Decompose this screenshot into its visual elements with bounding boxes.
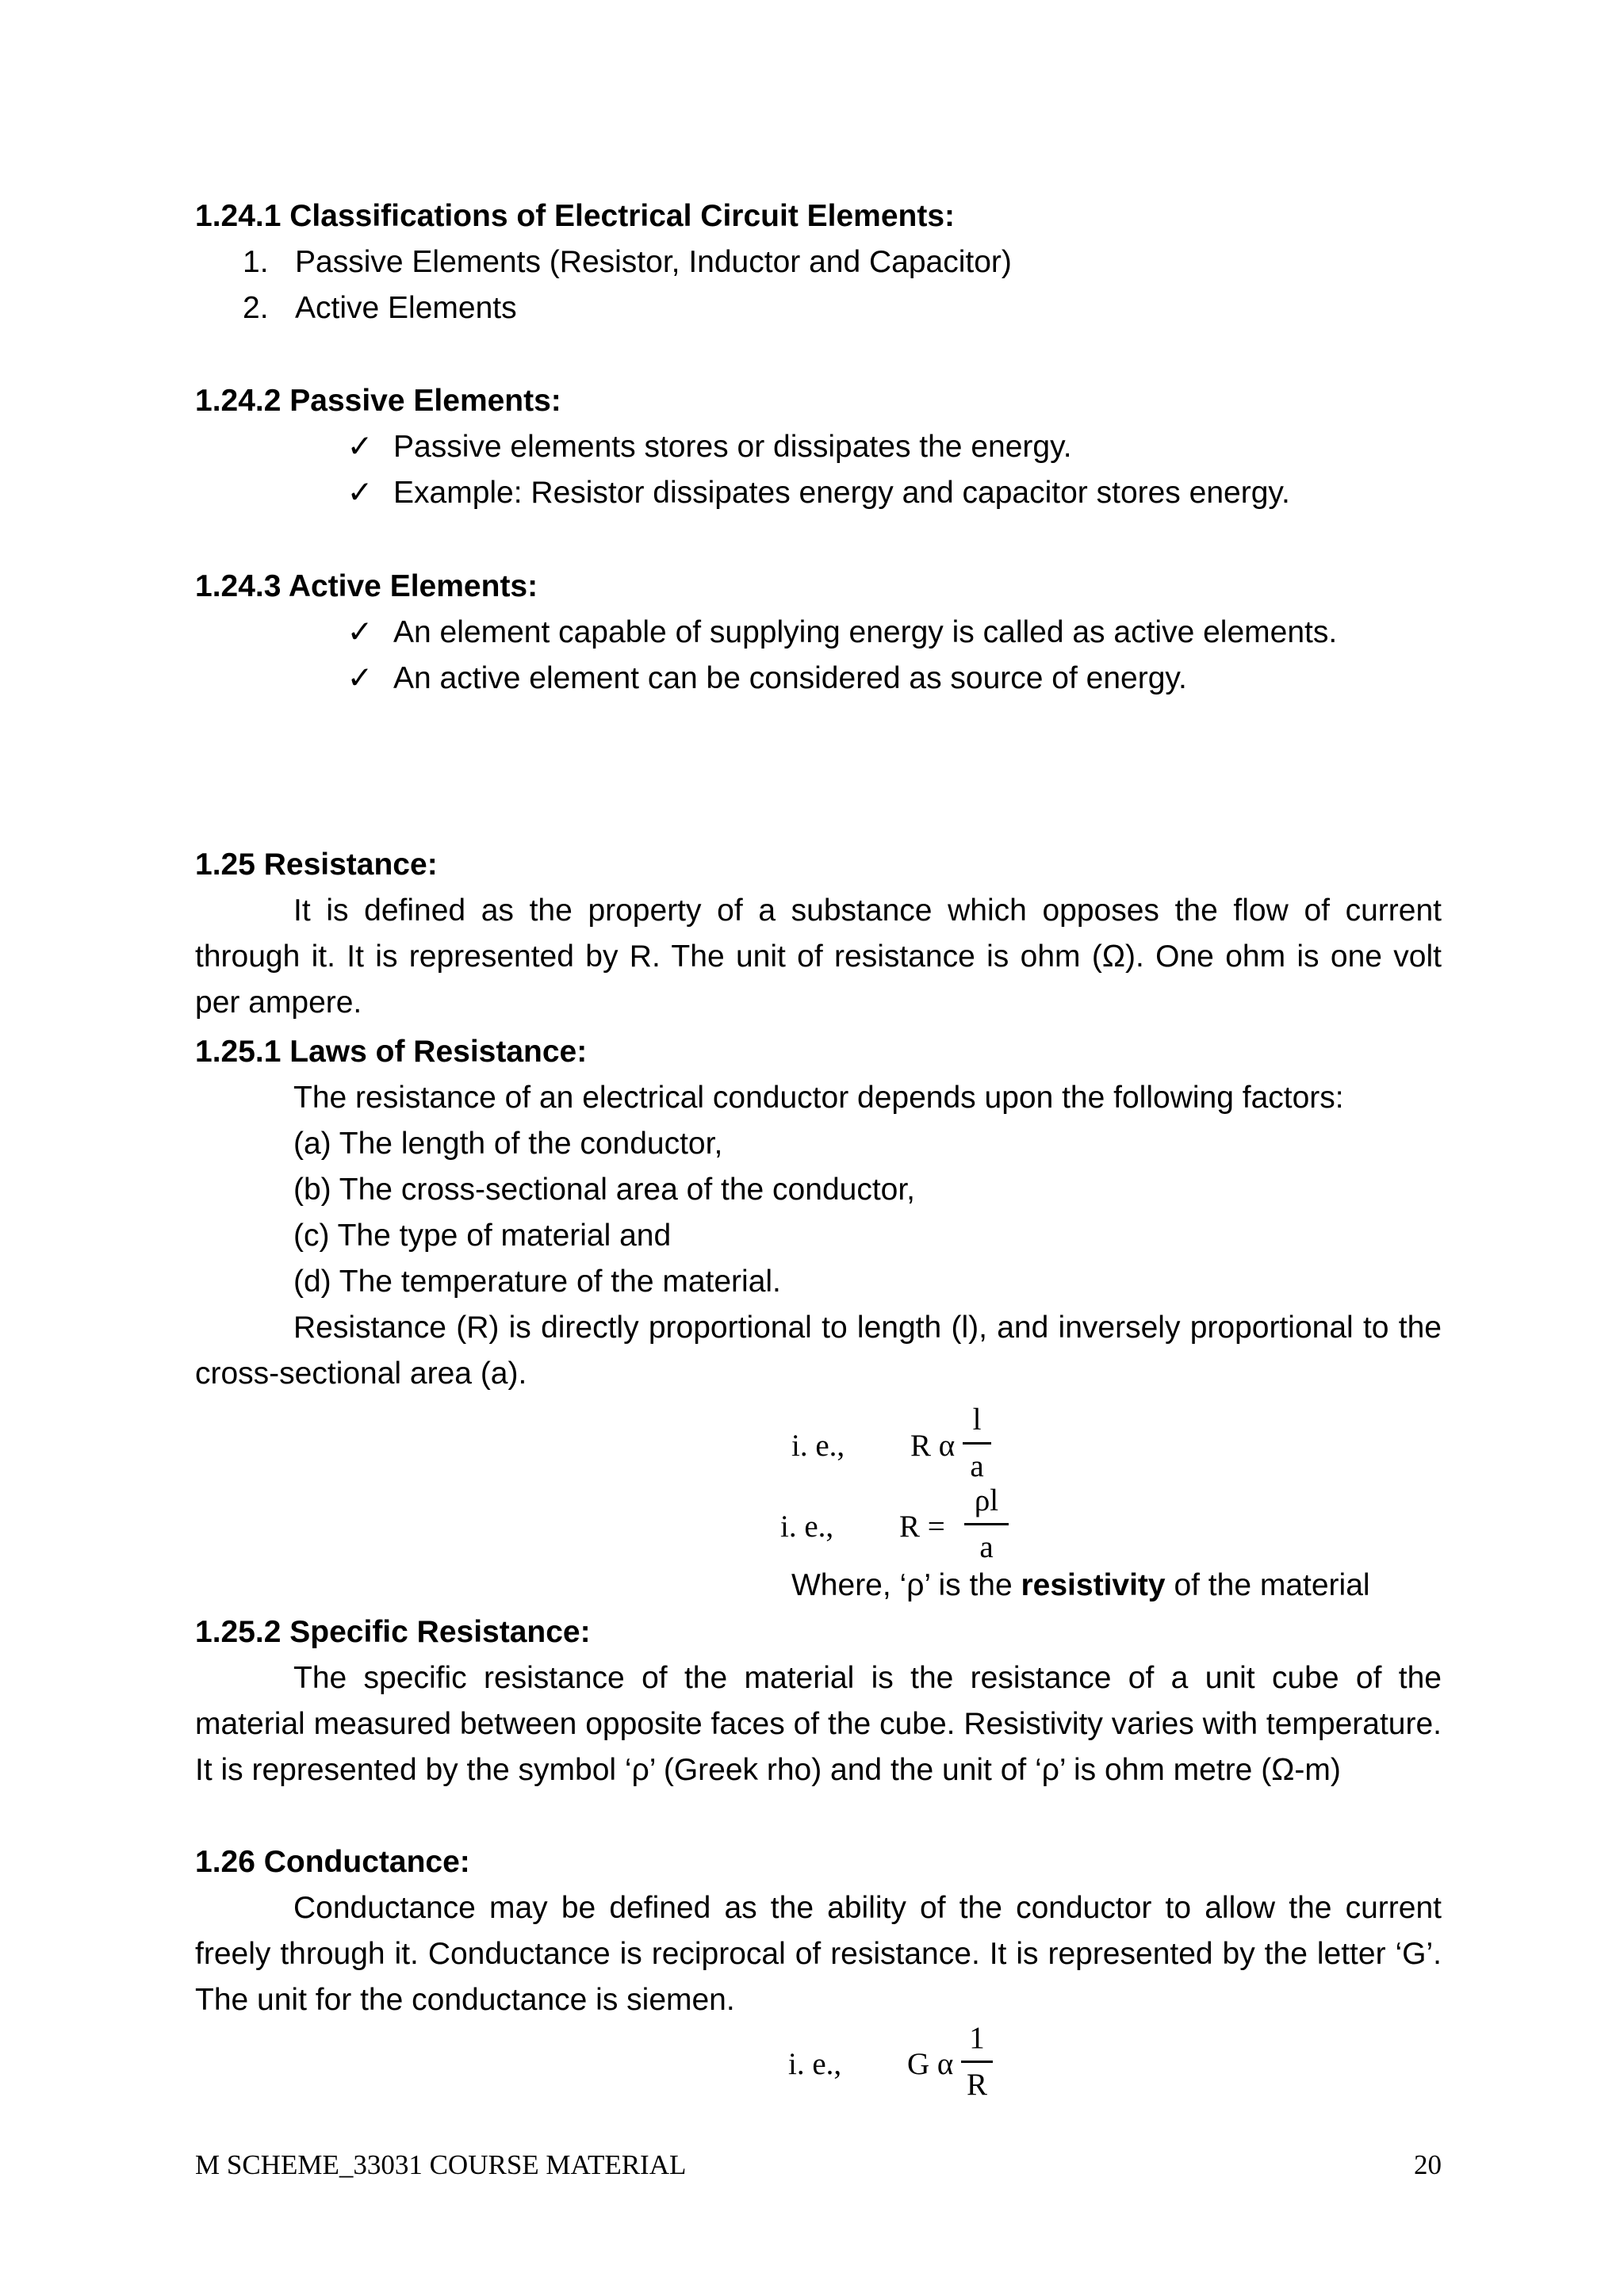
check-mark-icon: ✓ [347, 615, 373, 649]
paragraph [195, 1885, 1442, 2023]
footer-course-title: M SCHEME_33031 COURSE MATERIAL [195, 2149, 687, 2180]
equation-lhs: R = [899, 1510, 945, 1544]
fraction-numerator: ρl [974, 1483, 999, 1517]
factor-item: (d) The temperature of the material. [293, 1265, 781, 1299]
fraction-denominator: a [970, 1449, 984, 1483]
paragraph [195, 1305, 1442, 1397]
where-emphasis: resistivity [1021, 1568, 1166, 1602]
list-number: 2. [243, 291, 269, 325]
factor-item: (a) The length of the conductor, [293, 1127, 723, 1161]
fraction-numerator: l [972, 1402, 982, 1437]
equation-lhs: G α [907, 2047, 954, 2081]
page-number: 20 [1414, 2149, 1442, 2180]
paragraph-text: Resistance (R) is directly proportional to length (l), and inversely proportional to the cross-sectional area (a). [195, 1311, 1442, 1391]
list-item: Passive Elements (Resistor, Inductor and Capacitor) [295, 245, 1012, 279]
paragraph-text: Conductance may be defined as the ability of the conductor to allow the current freely through it. Conductance is reciprocal of resistance. It is represented by the letter ‘G’. The unit for the conductance is siemen. [195, 1891, 1442, 2017]
bullet-item: Passive elements stores or dissipates the energy. [393, 430, 1072, 464]
paragraph-text: It is defined as the property of a substance which opposes the flow of current through it. It is represented by R. The unit of resistance is ohm (Ω). One ohm is one volt per ampere. [195, 894, 1442, 1020]
list-number: 1. [243, 245, 269, 279]
where-text: of the material [1165, 1568, 1370, 1602]
fraction-numerator: 1 [969, 2021, 985, 2055]
section-heading-1-24-1: 1.24.1 Classifications of Electrical Circuit Elements: [195, 199, 956, 233]
fraction-denominator: R [966, 2068, 987, 2102]
check-mark-icon: ✓ [347, 661, 373, 695]
where-line [791, 1563, 1370, 1609]
paragraph-intro: The resistance of an electrical conductor depends upon the following factors: [293, 1081, 1344, 1115]
equation-fraction [959, 2016, 994, 2107]
section-heading-1-26: 1.26 Conductance: [195, 1845, 470, 1879]
factor-item: (c) The type of material and [293, 1219, 672, 1253]
equation-fraction [961, 1398, 993, 1489]
bullet-item: An element capable of supplying energy is called as active elements. [393, 615, 1338, 649]
where-text: Where, ‘ρ’ is the [791, 1568, 1021, 1602]
section-heading-1-24-3: 1.24.3 Active Elements: [195, 569, 538, 603]
equation-prefix: i. e., [791, 1429, 845, 1463]
section-heading-1-25-1: 1.25.1 Laws of Resistance: [195, 1035, 588, 1069]
section-heading-1-25: 1.25 Resistance: [195, 848, 438, 882]
list-item: Active Elements [295, 291, 517, 325]
paragraph-text: The specific resistance of the material is the resistance of a unit cube of the material measured between opposite faces of the cube. Resistivity varies with temperature. It is represented by the symbol ‘ρ’ (Greek rho) and the unit of ‘ρ’ is ohm metre (Ω-m) [195, 1661, 1442, 1787]
equation-prefix: i. e., [780, 1510, 834, 1544]
check-mark-icon: ✓ [347, 430, 373, 464]
section-heading-1-24-2: 1.24.2 Passive Elements: [195, 384, 561, 418]
section-heading-1-25-2: 1.25.2 Specific Resistance: [195, 1615, 591, 1649]
bullet-item: An active element can be considered as source of energy. [393, 661, 1187, 695]
paragraph [195, 1655, 1442, 1793]
paragraph [195, 888, 1442, 1026]
equation-prefix: i. e., [788, 2047, 842, 2081]
bullet-item: Example: Resistor dissipates energy and capacitor stores energy. [393, 476, 1290, 510]
factor-item: (b) The cross-sectional area of the conductor, [293, 1173, 916, 1207]
equation-lhs: R α [910, 1429, 956, 1463]
check-mark-icon: ✓ [347, 476, 373, 510]
fraction-denominator: a [979, 1530, 994, 1564]
equation-fraction [963, 1479, 1010, 1570]
